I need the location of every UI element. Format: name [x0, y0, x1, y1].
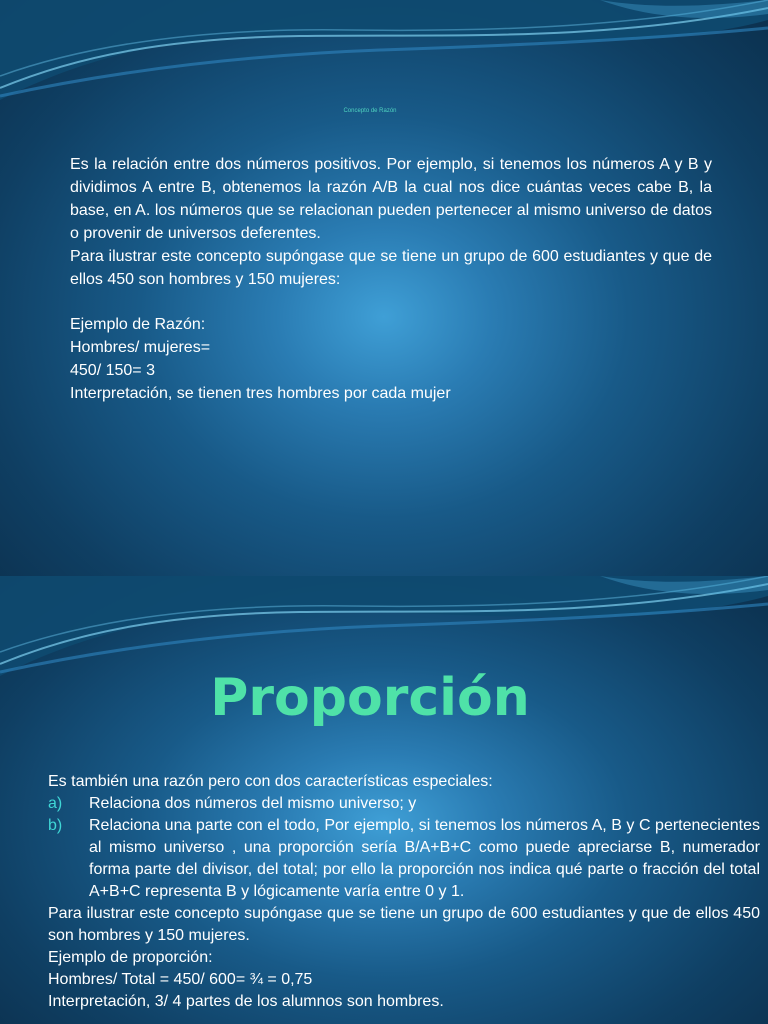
paragraph: Para ilustrar este concepto supóngase que se tiene un grupo de 600 estudiantes y que de ellos 450 son hombres y 150 mujeres:: [70, 248, 712, 288]
list-marker: b): [48, 817, 63, 834]
list-item-text: Relaciona una parte con el todo, Por ejemplo, si tenemos los números A, B y C pertenecientes al mismo universo , una proporción sería B/A+B+C como puede apreciarse B, numerador forma parte del divisor, del total; por ello la proporción nos indica qué parte o fracción del total A+B+C representa B y lógicamente varía entre 0 y 1.: [89, 817, 760, 900]
interpretation: Interpretación, se tienen tres hombres por cada mujer: [70, 385, 451, 402]
paragraph: Es la relación entre dos números positivos. Por ejemplo, si tenemos los números A y B y dividimos A entre B, obtenemos la razón A/B la cual nos dice cuántas veces cabe B, la base, en A. los números que se relacionan pueden pertenecer al mismo universo de datos o provenir de universos deferentes.: [70, 156, 712, 242]
header-wave-decoration: [0, 0, 768, 110]
list-item-text: Relaciona dos números del mismo universo; y: [89, 795, 417, 812]
example-heading: Ejemplo de Razón:: [70, 316, 206, 333]
interpretation: Interpretación, 3/ 4 partes de los alumnos son hombres.: [48, 993, 444, 1010]
list-item: [48, 815, 760, 903]
example-line: Hombres/ mujeres=: [70, 339, 211, 356]
example-line: 450/ 150= 3: [70, 362, 155, 379]
example-heading: Ejemplo de proporción:: [48, 949, 213, 966]
example-line: Hombres/ Total = 450/ 600= ¾ = 0,75: [48, 971, 313, 988]
intro-text: Es también una razón pero con dos características especiales:: [48, 773, 493, 790]
slide-title: Proporción: [210, 668, 530, 728]
slide-body: [48, 771, 760, 1013]
slide-proporcion: [0, 576, 768, 1024]
slide-title: Concepto de Razón: [343, 108, 397, 114]
slide-body: [70, 153, 712, 405]
paragraph: Para ilustrar este concepto supóngase que se tiene un grupo de 600 estudiantes y que de ellos 450 son hombres y 150 mujeres.: [48, 905, 760, 944]
list-marker: a): [48, 795, 63, 812]
list-item: [48, 793, 760, 815]
